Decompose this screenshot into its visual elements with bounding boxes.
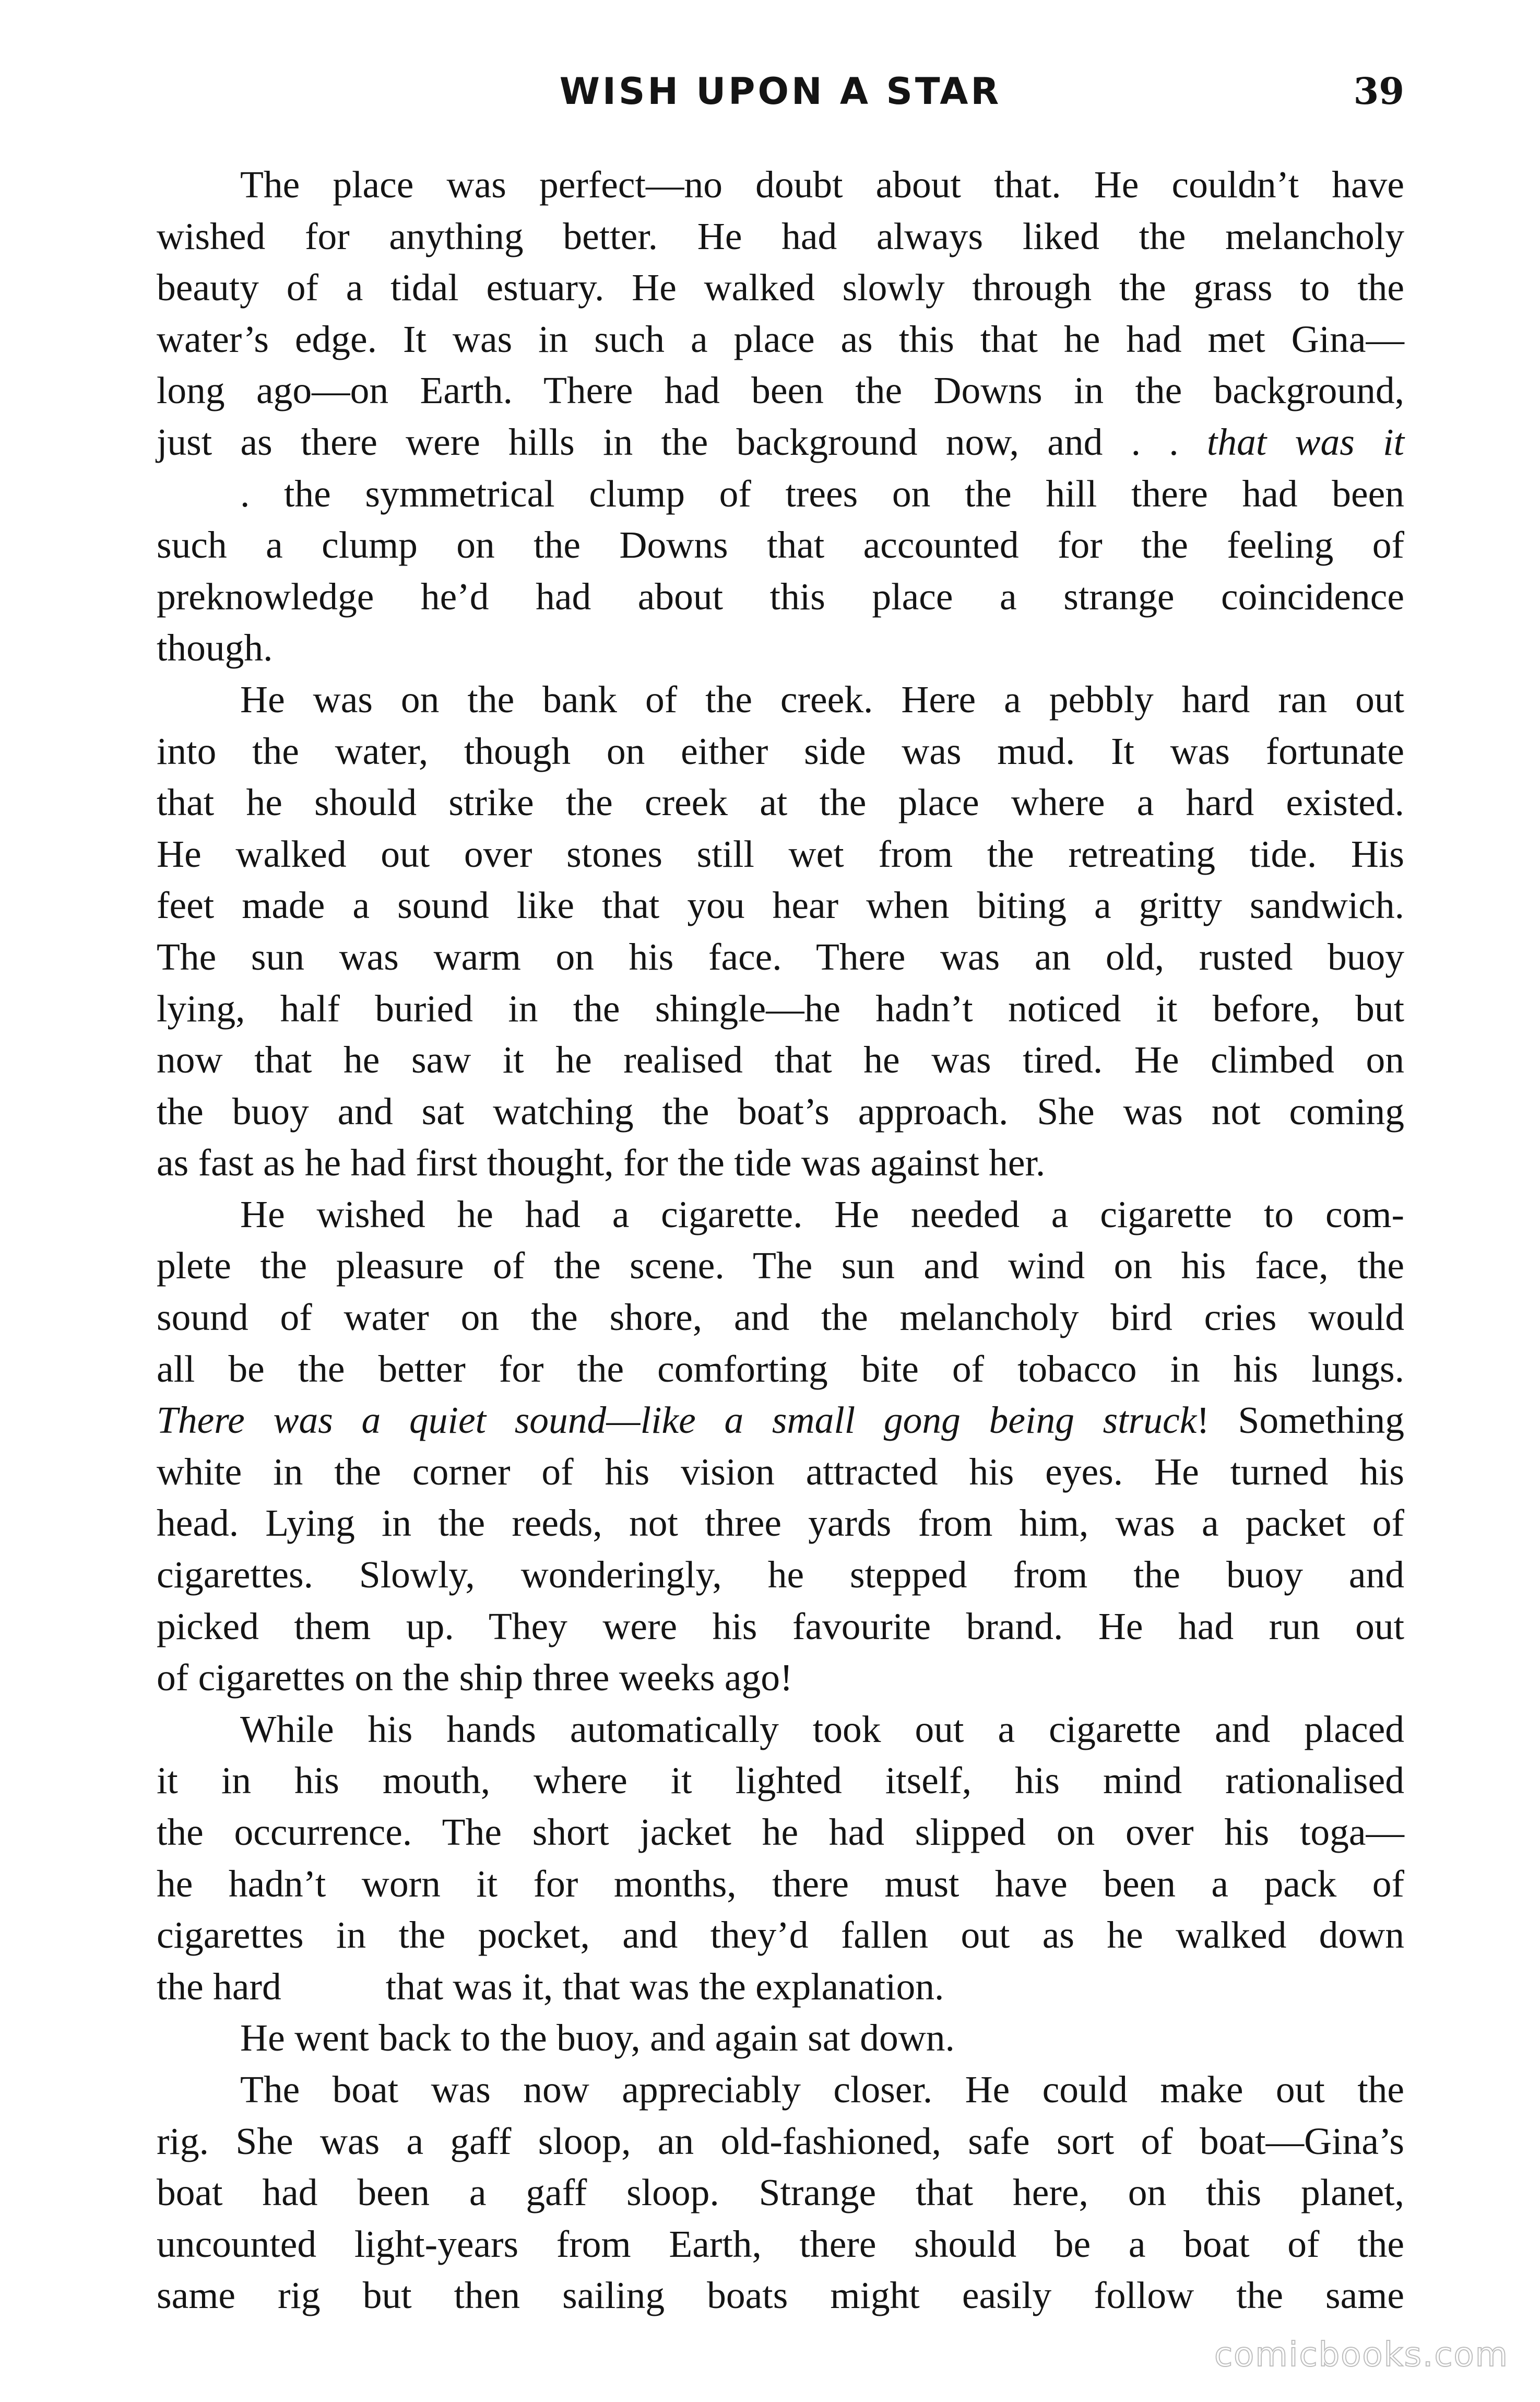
text-line: sound of water on the shore, and the melancholy bird cries would [157, 1296, 1404, 1339]
text-line: water’s edge. It was in such a place as this that he had met Gina— [157, 317, 1404, 360]
text-line [157, 1961, 1404, 2013]
text-line: into the water, though on either side was mud. It was fortunate [157, 729, 1404, 772]
text-segment: preknowledge he’d had about this place [157, 575, 953, 618]
text-segment: that was it, that was the explanation. [385, 1965, 944, 2008]
text-line: it in his mouth, where it lighted itself, his mind rationalised [157, 1759, 1404, 1802]
text-segment: that accounted for the feeling of [767, 524, 1404, 567]
text-line: cigarettes in the pocket, and they’d fallen out as he walked down [157, 1914, 1404, 1957]
text-segment: just as there were hills in the background now, and . . [157, 420, 1179, 463]
text-line: long ago—on Earth. There had been the Downs in the background, [157, 369, 1404, 412]
text-line: picked them up. They were his favourite brand. He had run out [157, 1605, 1404, 1647]
text-line [157, 1395, 1404, 1446]
text-line: head. Lying in the reeds, not three yards from him, was a packet of [157, 1502, 1404, 1545]
text-line: He wished he had a cigarette. He needed a cigarette to com- [240, 1193, 1404, 1235]
text-line [157, 571, 1404, 623]
text-line: as fast as he had first thought, for the tide was against her. [157, 1141, 1046, 1184]
text-line: now that he saw it he realised that he was tired. He climbed on [157, 1039, 1404, 1081]
text-line: The place was perfect—no doubt about that. He couldn’t have [240, 163, 1404, 206]
text-segment: there had been [1131, 472, 1405, 515]
text-line: uncounted light-years from Earth, there should be a boat of the [157, 2222, 1404, 2265]
text-line: The boat was now appreciably closer. He could make out the [240, 2068, 1404, 2111]
text-line [157, 468, 1404, 520]
text-segment: same rig [157, 2274, 321, 2317]
text-line: white in the corner of his vision attracted his eyes. He turned his [157, 1450, 1404, 1493]
text-line: boat had been a gaff sloop. Strange that here, on this planet, [157, 2171, 1404, 2214]
text-line [157, 2270, 1404, 2322]
text-line: that he should strike the creek at the place where a hard existed. [157, 781, 1404, 824]
text-line [157, 520, 1404, 571]
text-line: The sun was warm on his face. There was an old, rusted buoy [157, 935, 1404, 978]
text-line: though. [157, 627, 273, 669]
italic-text: that was it [1206, 420, 1404, 463]
text-line: He was on the bank of the creek. Here a pebbly hard ran out [240, 678, 1404, 721]
text-line: the occurrence. The short jacket he had slipped on over his toga— [157, 1811, 1404, 1853]
text-line: he hadn’t worn it for months, there must have been a pack of [157, 1862, 1404, 1905]
text-line: beauty of a tidal estuary. He walked slowly through the grass to the [157, 266, 1404, 309]
text-line: While his hands automatically took out a cigarette and placed [240, 1708, 1404, 1750]
text-segment: ! Something [1197, 1399, 1404, 1442]
watermark-logo: comicbooks.com [1214, 2336, 1509, 2374]
text-line: He walked out over stones still wet from the retreating tide. His [157, 832, 1404, 875]
text-line: rig. She was a gaff sloop, an old-fashioned, safe sort of boat—Gina’s [157, 2120, 1404, 2162]
text-segment: a strange coincidence [1000, 575, 1405, 618]
text-segment: the hard [157, 1965, 281, 2008]
text-line: all be the better for the comforting bite of tobacco in his lungs. [157, 1347, 1404, 1390]
running-title: WISH UPON A STAR [559, 70, 1002, 113]
text-line: lying, half buried in the shingle—he hadn’t noticed it before, but [157, 987, 1404, 1030]
text-line [157, 417, 1404, 468]
text-segment: . the symmetrical clump of trees on the hill [240, 472, 1097, 515]
text-line: the buoy and sat watching the boat’s approach. She was not coming [157, 1090, 1404, 1133]
text-line: wished for anything better. He had always liked the melancholy [157, 215, 1404, 257]
italic-text: There was a quiet sound—like a small gong being struck [157, 1399, 1197, 1442]
text-line: feet made a sound like that you hear when biting a gritty sandwich. [157, 884, 1404, 927]
page-number: 39 [1353, 69, 1404, 113]
text-segment: but then sailing boats might easily follow the same [362, 2274, 1405, 2317]
text-line: plete the pleasure of the scene. The sun and wind on his face, the [157, 1244, 1404, 1287]
body-text [157, 159, 1404, 2322]
running-head [157, 63, 1404, 120]
text-segment: such a clump on the Downs [157, 524, 728, 567]
text-line: of cigarettes on the ship three weeks ago! [157, 1656, 793, 1699]
text-line: He went back to the buoy, and again sat down. [240, 2017, 955, 2059]
text-line: cigarettes. Slowly, wonderingly, he stepped from the buoy and [157, 1553, 1404, 1596]
